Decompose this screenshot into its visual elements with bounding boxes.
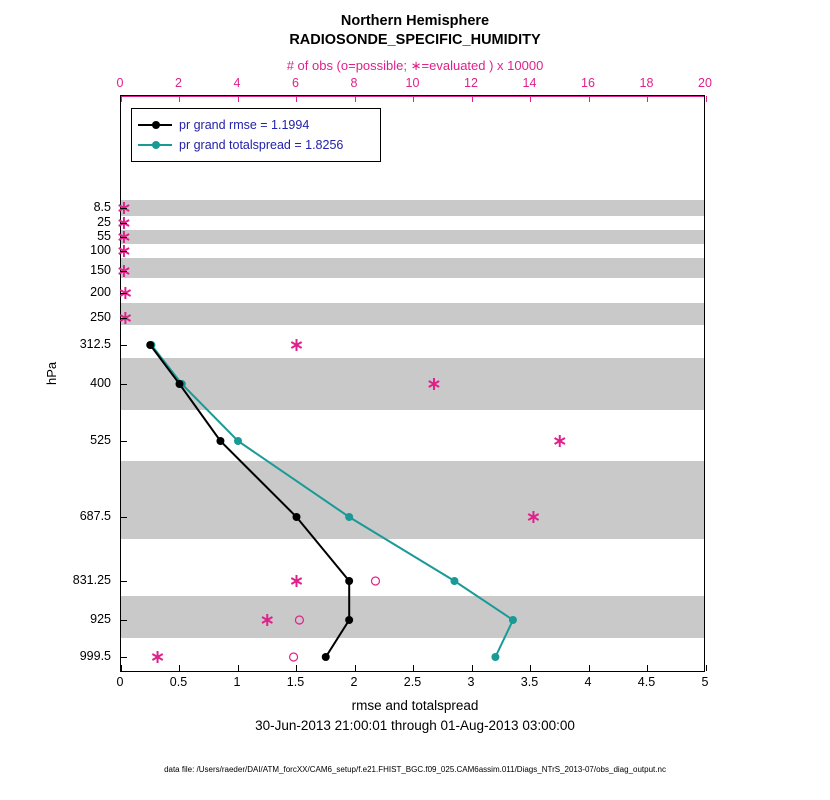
series-line xyxy=(150,345,349,657)
top-axis-line xyxy=(121,96,704,97)
bottom-tick-mark xyxy=(179,665,180,671)
date-range-caption: 30-Jun-2013 21:00:01 through 01-Aug-2013 03:00:00 xyxy=(255,718,575,733)
series-marker xyxy=(450,577,458,585)
bottom-tick-mark xyxy=(530,665,531,671)
plot-area xyxy=(120,95,705,672)
y-tick-label: 925 xyxy=(90,612,111,626)
y-tick-label: 687.5 xyxy=(79,509,111,523)
series-marker xyxy=(322,653,330,661)
y-tick-label: 831.25 xyxy=(72,573,111,587)
y-tick-mark xyxy=(121,237,127,238)
bottom-tick-mark xyxy=(413,665,414,671)
top-tick-label: 0 xyxy=(116,76,124,90)
legend-swatch-totalspread xyxy=(138,138,172,152)
y-tick-label: 400 xyxy=(90,376,111,390)
bottom-tick-label: 5 xyxy=(701,675,709,689)
y-tick-mark xyxy=(121,208,127,209)
top-tick-label: 10 xyxy=(405,76,420,90)
series-marker xyxy=(176,380,184,388)
top-axis-tick-labels xyxy=(0,76,830,92)
bottom-tick-label: 0.5 xyxy=(169,675,188,689)
y-tick-label: 25 xyxy=(97,215,111,229)
top-tick-label: 4 xyxy=(233,76,241,90)
series-marker xyxy=(345,616,353,624)
legend xyxy=(131,108,381,162)
title-line-1: Northern Hemisphere xyxy=(340,13,490,29)
obs-possible-marker xyxy=(295,616,303,624)
y-tick-mark xyxy=(121,345,127,346)
y-tick-label: 250 xyxy=(90,310,111,324)
bottom-tick-label: 1.5 xyxy=(286,675,305,689)
y-tick-label: 100 xyxy=(90,243,111,257)
legend-item-rmse xyxy=(138,115,372,135)
y-tick-mark xyxy=(121,271,127,272)
y-tick-mark xyxy=(121,384,127,385)
series-line xyxy=(151,345,513,657)
top-tick-label: 16 xyxy=(581,76,595,90)
bottom-tick-mark xyxy=(121,665,122,671)
bottom-tick-label: 2.5 xyxy=(403,675,422,689)
y-tick-mark xyxy=(121,657,127,658)
series-marker xyxy=(234,437,242,445)
y-tick-label: 150 xyxy=(90,263,111,277)
series-marker xyxy=(345,577,353,585)
top-tick-label: 20 xyxy=(698,76,712,90)
top-tick-label: 8 xyxy=(350,76,358,90)
bottom-tick-mark xyxy=(647,665,648,671)
y-tick-mark xyxy=(121,293,127,294)
bottom-tick-label: 0 xyxy=(116,675,124,689)
y-axis-title: hPa xyxy=(44,361,59,385)
bottom-axis-tick-labels xyxy=(0,675,830,693)
top-tick-label: 14 xyxy=(522,76,537,90)
y-tick-label: 200 xyxy=(90,285,111,299)
data-file-caption: data file: /Users/raeder/DAI/ATM_forcXX/CAM6_setup/f.e21.FHIST_BGC.f09_025.CAM6assim.011/Diags_NTrS_2013-07/obs_diag_output.nc xyxy=(164,765,666,774)
y-tick-mark xyxy=(121,441,127,442)
obs-evaluated-marker xyxy=(291,575,301,587)
legend-swatch-rmse xyxy=(138,118,172,132)
bottom-tick-mark xyxy=(238,665,239,671)
x-axis-title: rmse and totalspread xyxy=(351,698,479,713)
obs-evaluated-marker xyxy=(152,651,162,663)
y-tick-mark xyxy=(121,251,127,252)
series-marker xyxy=(491,653,499,661)
series-marker xyxy=(216,437,224,445)
y-tick-mark xyxy=(121,581,127,582)
obs-evaluated-marker xyxy=(262,614,272,626)
bottom-tick-label: 3 xyxy=(467,675,475,689)
top-axis-title: # of obs (o=possible; ∗=evaluated ) x 10000 xyxy=(286,58,544,73)
obs-evaluated-marker xyxy=(291,339,301,351)
bottom-tick-mark xyxy=(296,665,297,671)
bottom-tick-mark xyxy=(706,665,707,671)
bottom-tick-mark xyxy=(355,665,356,671)
y-tick-mark xyxy=(121,517,127,518)
y-tick-label: 312.5 xyxy=(79,337,111,351)
figure-title xyxy=(0,12,830,50)
series-marker xyxy=(345,513,353,521)
bottom-tick-label: 1 xyxy=(233,675,241,689)
legend-item-totalspread xyxy=(138,135,372,155)
top-tick-label: 18 xyxy=(639,76,654,90)
series-marker xyxy=(146,341,154,349)
bottom-tick-mark xyxy=(589,665,590,671)
y-tick-label: 525 xyxy=(90,433,111,447)
series-marker xyxy=(509,616,517,624)
y-tick-mark xyxy=(121,223,127,224)
legend-label-totalspread: pr grand totalspread = 1.8256 xyxy=(179,138,344,152)
bottom-tick-label: 3.5 xyxy=(520,675,539,689)
y-tick-mark xyxy=(121,318,127,319)
obs-evaluated-marker xyxy=(528,511,538,523)
title-line-2: RADIOSONDE_SPECIFIC_HUMIDITY xyxy=(289,32,541,48)
bottom-tick-label: 2 xyxy=(350,675,358,689)
obs-evaluated-marker xyxy=(555,435,565,447)
y-tick-label: 8.5 xyxy=(93,200,111,214)
bottom-tick-label: 4 xyxy=(584,675,592,689)
top-tick-label: 6 xyxy=(292,76,299,90)
top-tick-label: 2 xyxy=(175,76,182,90)
top-tick-mark xyxy=(706,96,707,102)
y-tick-label: 999.5 xyxy=(79,649,111,663)
legend-label-rmse: pr grand rmse = 1.1994 xyxy=(179,118,310,132)
series-marker xyxy=(293,513,301,521)
plot-overlay xyxy=(121,96,706,673)
top-tick-label: 12 xyxy=(464,76,478,90)
bottom-tick-label: 4.5 xyxy=(637,675,656,689)
y-tick-label: 55 xyxy=(97,229,111,243)
obs-evaluated-marker xyxy=(429,378,439,390)
obs-possible-marker xyxy=(371,577,379,585)
y-tick-mark xyxy=(121,620,127,621)
obs-possible-marker xyxy=(290,653,298,661)
bottom-tick-mark xyxy=(472,665,473,671)
